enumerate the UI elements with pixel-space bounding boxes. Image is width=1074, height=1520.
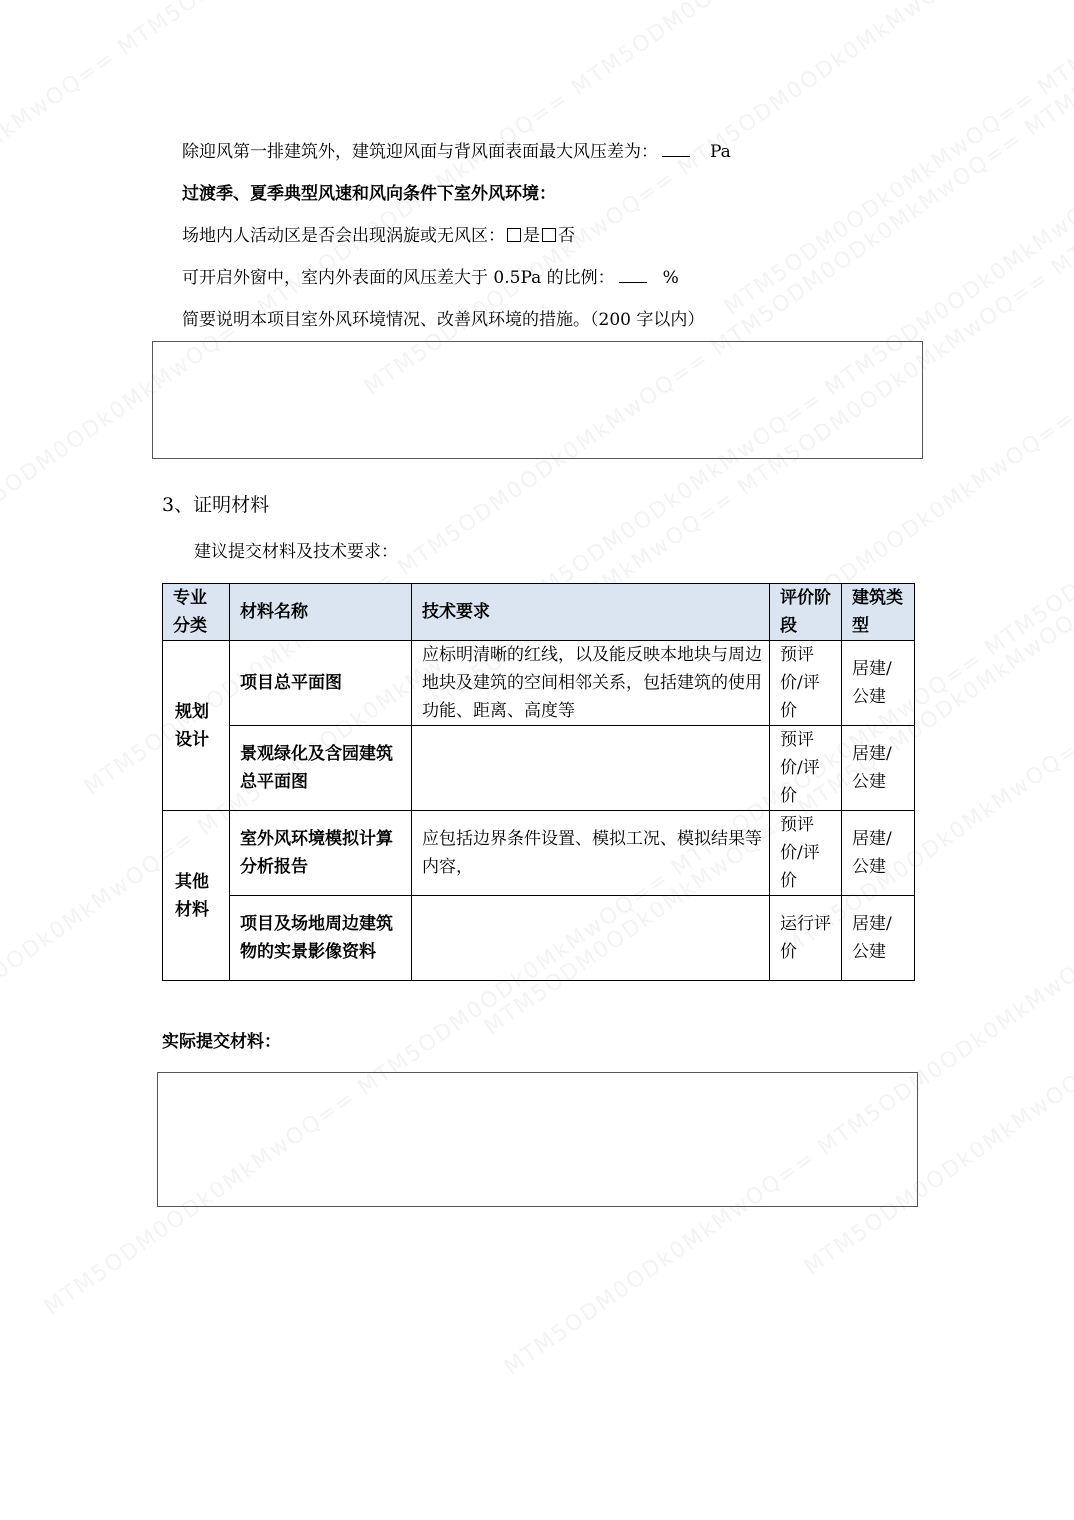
header-material: 材料名称 xyxy=(230,584,412,641)
no-label: 否 xyxy=(558,226,575,246)
table-row xyxy=(163,641,915,726)
tech-cell xyxy=(412,896,770,981)
actual-materials-box[interactable] xyxy=(157,1072,918,1207)
window-ratio-line xyxy=(182,266,679,290)
material-cell: 景观绿化及含园建筑总平面图 xyxy=(230,726,412,811)
window-ratio-blank[interactable] xyxy=(619,266,647,283)
table-header-row xyxy=(163,584,915,641)
measures-prompt: 简要说明本项目室外风环境情况、改善风环境的措施。（200 字以内） xyxy=(182,310,705,330)
material-cell: 项目总平面图 xyxy=(230,641,412,726)
type-cell: 居建/公建 xyxy=(842,811,915,896)
section-3-heading: 3、证明材料 xyxy=(162,494,270,516)
tech-cell xyxy=(412,726,770,811)
pressure-diff-unit: Pa xyxy=(710,142,731,162)
category-cell: 规划设计 xyxy=(163,641,230,811)
type-cell: 居建/公建 xyxy=(842,726,915,811)
material-cell: 项目及场地周边建筑物的实景影像资料 xyxy=(230,896,412,981)
vortex-question-label: 场地内人活动区是否会出现涡旋或无风区： xyxy=(182,226,505,246)
type-cell: 居建/公建 xyxy=(842,896,915,981)
window-ratio-unit: % xyxy=(662,268,679,288)
pressure-diff-blank[interactable] xyxy=(662,140,690,157)
stage-cell: 预评价/评价 xyxy=(770,811,842,896)
type-cell: 居建/公建 xyxy=(842,641,915,726)
yes-checkbox[interactable] xyxy=(507,228,521,242)
header-category: 专业分类 xyxy=(163,584,230,641)
vortex-question-line xyxy=(182,224,575,248)
material-cell: 室外风环境模拟计算分析报告 xyxy=(230,811,412,896)
window-ratio-label: 可开启外窗中，室内外表面的风压差大于 0.5Pa 的比例： xyxy=(182,268,615,288)
header-type: 建筑类型 xyxy=(842,584,915,641)
transition-season-heading: 过渡季、夏季典型风速和风向条件下室外风环境： xyxy=(182,184,556,204)
measures-text-box[interactable] xyxy=(152,341,923,459)
table-row xyxy=(163,726,915,811)
pressure-diff-line xyxy=(182,140,731,164)
tech-cell: 应标明清晰的红线，以及能反映本地块与周边地块及建筑的空间相邻关系，包括建筑的使用功能、距离、高度等 xyxy=(412,641,770,726)
header-stage: 评价阶段 xyxy=(770,584,842,641)
suggested-materials-label: 建议提交材料及技术要求： xyxy=(194,542,398,562)
stage-cell: 预评价/评价 xyxy=(770,726,842,811)
category-cell: 其他材料 xyxy=(163,811,230,981)
actual-materials-label: 实际提交材料： xyxy=(162,1032,281,1052)
tech-cell: 应包括边界条件设置、模拟工况、模拟结果等内容， xyxy=(412,811,770,896)
table-row xyxy=(163,811,915,896)
materials-table xyxy=(162,583,915,981)
no-checkbox[interactable] xyxy=(542,228,556,242)
stage-cell: 运行评价 xyxy=(770,896,842,981)
pressure-diff-label: 除迎风第一排建筑外，建筑迎风面与背风面表面最大风压差为： xyxy=(182,142,658,162)
stage-cell: 预评价/评价 xyxy=(770,641,842,726)
yes-label: 是 xyxy=(523,226,540,246)
header-tech: 技术要求 xyxy=(412,584,770,641)
table-row xyxy=(163,896,915,981)
